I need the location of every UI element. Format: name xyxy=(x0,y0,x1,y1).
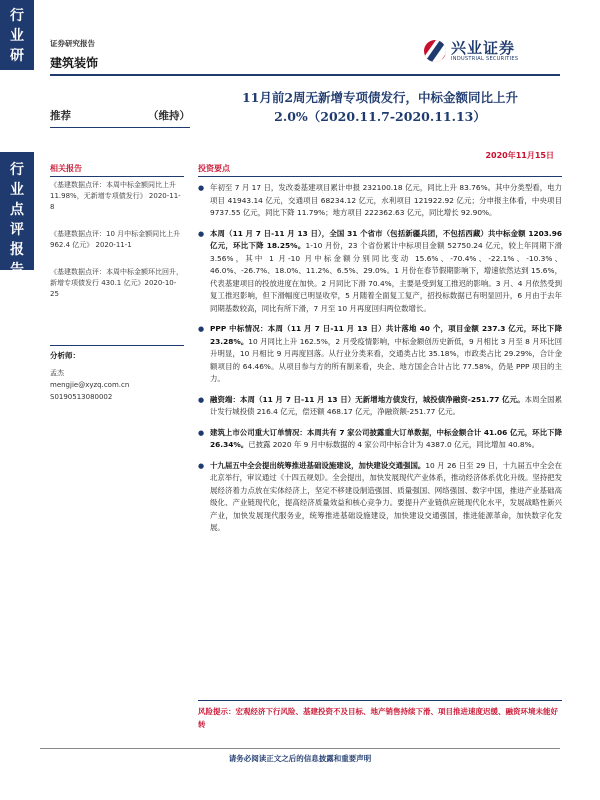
analyst-info xyxy=(50,345,184,403)
summary-paragraph: ● 融资端：本周（11 月 7 日-11 月 13 日）无新增地方债发行，城投债净融资-251.77 亿元。本周全国累计发行城投债 216.4 亿元，偿还额 468.17 亿元，净融资额-251.77 亿元。 xyxy=(198,394,562,419)
banner-char: 告 xyxy=(10,262,24,278)
summary-paragraph: ● 十九届五中全会提出统筹推进基础设施建设，加快建设交通强国。10 月 26 日至 29 日，十九届五中全会在北京举行，审议通过《十四五规划》。全会提出，加快发展现代产业体系，推动经济体系优化升级。坚持把发展经济着力点放在实体经济上，坚定不移建设制造强国、质量强国、网络强国、数字中国，推进产业基础高级化、产业链现代化，提高经济质量效益和核心竞争力。要提升产业链供应链现代化水平，发展战略性新兴产业，加快发展现代服务业，统筹推进基础设施建设，加快建设交通强国，推进能源革命，加快数字化发展。 xyxy=(198,460,562,535)
side-banner-industry-research xyxy=(0,0,34,70)
banner-char: 业 xyxy=(10,28,24,44)
risk-warning: 风险提示：宏观经济下行风险、基建投资不及目标、地产销售持续下滑、项目推进速度迟缓、融资环境未能好转 xyxy=(198,700,562,731)
title-line-2: 2.0%（2020.11.7-2020.11.13） xyxy=(274,109,486,124)
banner-char: 行 xyxy=(10,162,24,178)
banner-char: 评 xyxy=(10,222,24,238)
summary-divider xyxy=(198,176,562,177)
banner-char: 行 xyxy=(10,8,24,24)
related-heading: 相关报告 xyxy=(50,164,82,173)
title-line-1: 11月前2周无新增专项债发行，中标金额同比上升 xyxy=(241,90,519,105)
header-divider xyxy=(50,74,560,76)
related-report-item[interactable]: 《基建数据点评：本周中标金额同比上升 11.98%，无新增专项债发行》 2020-11-8 xyxy=(50,181,181,211)
rating xyxy=(50,108,190,123)
summary-paragraph: ● PPP 中标情况：本周（11 月 7 日-11 月 13 日）共计落地 40 个，项目金额 237.3 亿元，环比下降 23.28%。10 月同比上升 162.5%，2 月受疫情影响，中标金额创历史新低，9 月相比 3 月至 8 月环比回升明显，10 月相比 9 月再度回落。从行业分类来看，交通类占比 35.18%，市政类占比 29.29%，合计金额项目的 64.46%。从项目参与方的所有制来看，央企、地方国企合计占比 77.58%，仍是 PPP 项目的主力。 xyxy=(198,323,562,386)
side-banner-industry-review xyxy=(0,152,34,278)
report-title xyxy=(200,88,560,126)
rating-status: （维持） xyxy=(148,110,190,122)
sector-name: 建筑装饰 xyxy=(50,56,99,70)
rating-divider xyxy=(50,127,190,128)
summary-paragraph: ● 本周（11 月 7 日-11 月 13 日），全国 31 个省市（包括新疆兵团，不包括西藏）共中标金额 1203.96 亿元，环比下降 18.25%。1-10 月份，23 个省份累计中标项目金额 52750.24 亿元，较上年同期下滑 3.56%，其中 1 月-10 月中标金额分别同比变动 15.6%、-70.4%、-22.1%、-10.3%、46.0%、-26.7%、18.0%、11.2%、6.5%、29.0%。1 月份在春节假期影响下，增速依然达到 15.6%，代表基建项目的投放进度在加快。2 月同比下滑 70.4%，主要是受到复工推迟的影响。3 月、4 月依然受到复工推迟影响，但下滑幅度已明显收窄，5 月随着全面复工复产，招投标数据已有明显回升，6 月由于去年同期基数较高，同比有所下滑，7 月至 10 月再度回归两位数增长。 xyxy=(198,228,562,316)
analyst-cert: S0190513080002 xyxy=(50,393,113,401)
summary-paragraph: ● 建筑上市公司重大订单情况：本周共有 7 家公司披露重大订单数据，中标金额合计 41.06 亿元，环比下降 26.34%。已披露 2020 年 9 月中标数据的 4 家公司中标合计为 4387.0 亿元，同比增加 40.8%。 xyxy=(198,427,562,452)
banner-char: 研 xyxy=(10,48,24,64)
logo-name-en: INDUSTRIAL SECURITIES xyxy=(451,56,519,62)
related-report-item[interactable]: 《基建数据点评：10 月中标金额同比上升 962.4 亿元》 2020-11-1 xyxy=(50,230,181,249)
banner-char: 点 xyxy=(10,202,24,218)
logo-mark-icon xyxy=(424,40,446,62)
logo-name-cn: 兴业证券 xyxy=(451,39,516,57)
analyst-name: 孟杰 xyxy=(50,369,64,377)
banner-char: 报 xyxy=(10,242,24,258)
related-report-item[interactable]: 《基建数据点评：本周中标金额环比回升，新增专项债发行 430.1 亿元》2020-10-25 xyxy=(50,268,183,298)
banner-char: 业 xyxy=(10,182,24,198)
report-date: 2020年11月15日 xyxy=(485,151,554,160)
related-reports xyxy=(50,180,184,316)
analyst-email[interactable]: mengjie@xyzq.com.cn xyxy=(50,381,130,389)
analyst-label: 分析师： xyxy=(50,351,80,360)
report-type: 证券研究报告 xyxy=(50,39,95,48)
disclaimer-footer: 请务必阅读正文之后的信息披露和重要声明 xyxy=(40,748,560,764)
company-logo xyxy=(424,40,518,62)
summary-heading: 投资要点 xyxy=(198,164,230,173)
rating-label: 推荐 xyxy=(50,110,71,122)
summary-content xyxy=(198,182,562,543)
related-divider xyxy=(50,176,184,177)
summary-paragraph: ● 年初至 7 月 17 日，发改委基建项目累计申报 232100.18 亿元，同比上升 83.76%。其中分类型看，电力项目 41943.14 亿元，交通项目 68234.12 亿元，水利项目 121922.92 亿元；分申报主体看，中央项目 9737.55 亿元，同比下降 11.79%；地方项目 222362.63 亿元，同比增长 92.90%。 xyxy=(198,182,562,220)
